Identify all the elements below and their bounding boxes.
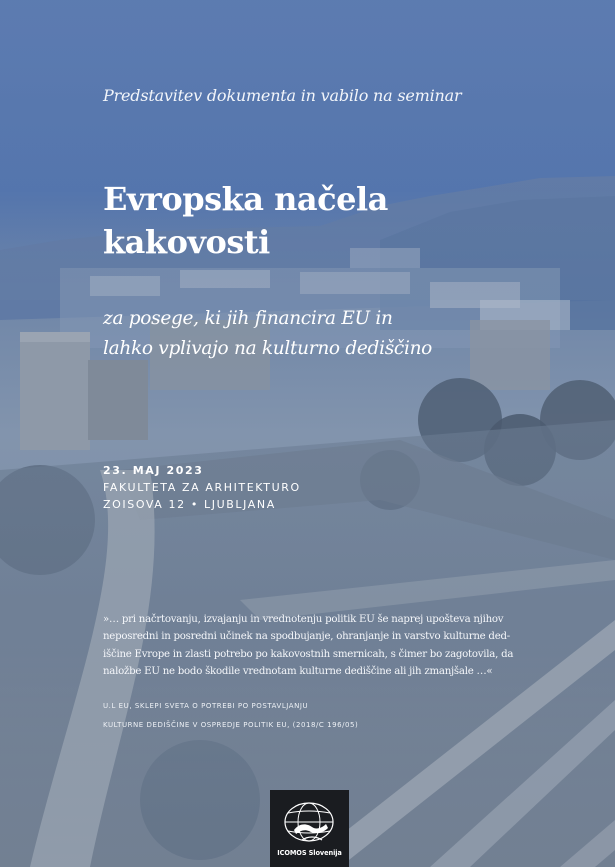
title-line-2: kakovosti (103, 223, 270, 261)
title-line-1: Evropska načela (103, 180, 388, 218)
event-details (103, 462, 503, 513)
event-address: ZOISOVA 12 • LJUBLJANA (103, 498, 276, 511)
lead-line-1: za posege, ki jih financira EU in (103, 308, 393, 329)
quote-line-2: neposredni in posredni učinek na spodbujanje, ohranjanje in varstvo kulturne ded- (103, 631, 510, 643)
quote-line-3: iščine Evrope in zlasti potrebo po kakovostnih smernicah, s čimer bo zagotovila, da (103, 648, 514, 660)
document-subtitle: Predstavitev dokumenta in vabilo na seminar (103, 86, 462, 105)
icomos-logo (270, 790, 349, 867)
source-line-2: KULTURNE DEDIŠČINE V OSPREDJE POLITIK EU, (2018/C 196/05) (103, 721, 359, 729)
event-date: 23. MAJ 2023 (103, 464, 204, 477)
quotation (103, 611, 573, 681)
quote-line-1: »… pri načrtovanju, izvajanju in vrednotenju politik EU še naprej upošteva njihov (103, 614, 504, 625)
source-line-1: U.L EU, SKLEPI SVETA O POTREBI PO POSTAVLJANJU (103, 702, 309, 710)
globe-hands-icon (282, 800, 337, 848)
quote-line-4: naložbe EU ne bodo škodile vrednotam kulturne dediščine ali jih zmanjšale …« (103, 666, 493, 678)
event-venue: FAKULTETA ZA ARHITEKTURO (103, 481, 301, 494)
document-title (103, 178, 583, 264)
quote-source (103, 697, 573, 735)
logo-label: ICOMOS Slovenija (277, 849, 342, 857)
document-lead (103, 304, 583, 364)
lead-line-2: lahko vplivajo na kulturno dediščino (103, 338, 433, 359)
